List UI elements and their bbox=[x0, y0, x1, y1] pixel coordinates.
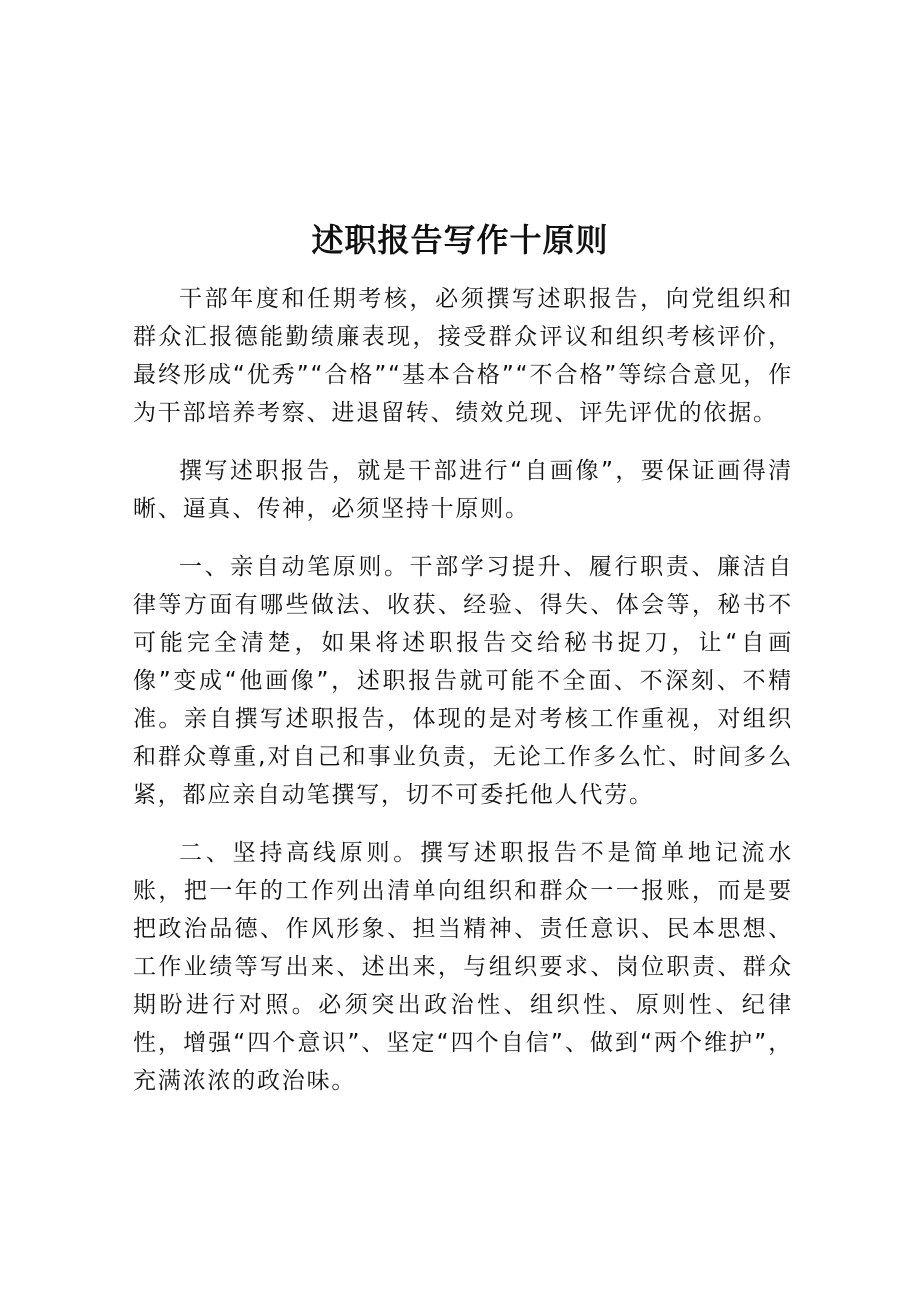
paragraph-intro: 干部年度和任期考核，必须撰写述职报告，向党组织和群众汇报德能勤绩廉表现，接受群众评议和组织考核评价，最终形成“优秀”“合格”“基本合格”“不合格”等综合意见，作为干部培养考察、进退留转、绩效兑现、评先评优的依据。 bbox=[133, 286, 793, 426]
paragraph-self-portrait: 撰写述职报告，就是干部进行“自画像”，要保证画得清晰、逼真、传神，必须坚持十原则。 bbox=[133, 458, 793, 522]
document-body bbox=[133, 280, 793, 1120]
paragraph-principle-one: 一、亲自动笔原则。干部学习提升、履行职责、廉洁自律等方面有哪些做法、收获、经验、得失、体会等，秘书不可能完全清楚，如果将述职报告交给秘书捉刀，让“自画像”变成“他画像”，述职报告就可能不全面、不深刻、不精准。亲自撰写述职报告，体现的是对考核工作重视，对组织和群众尊重,对自己和事业负责，无论工作多么忙、时间多么紧，都应亲自动笔撰写，切不可委托他人代劳。 bbox=[133, 554, 793, 808]
page-title: 述职报告写作十原则 bbox=[311, 221, 609, 259]
paragraph-principle-two: 二、坚持高线原则。撰写述职报告不是简单地记流水账，把一年的工作列出清单向组织和群众一一报账，而是要把政治品德、作风形象、担当精神、责任意识、民本思想、工作业绩等写出来、述出来，与组织要求、岗位职责、群众期盼进行对照。必须突出政治性、组织性、原则性、纪律性，增强“四个意识”、坚定“四个自信”、做到“两个维护”，充满浓浓的政治味。 bbox=[133, 840, 793, 1094]
